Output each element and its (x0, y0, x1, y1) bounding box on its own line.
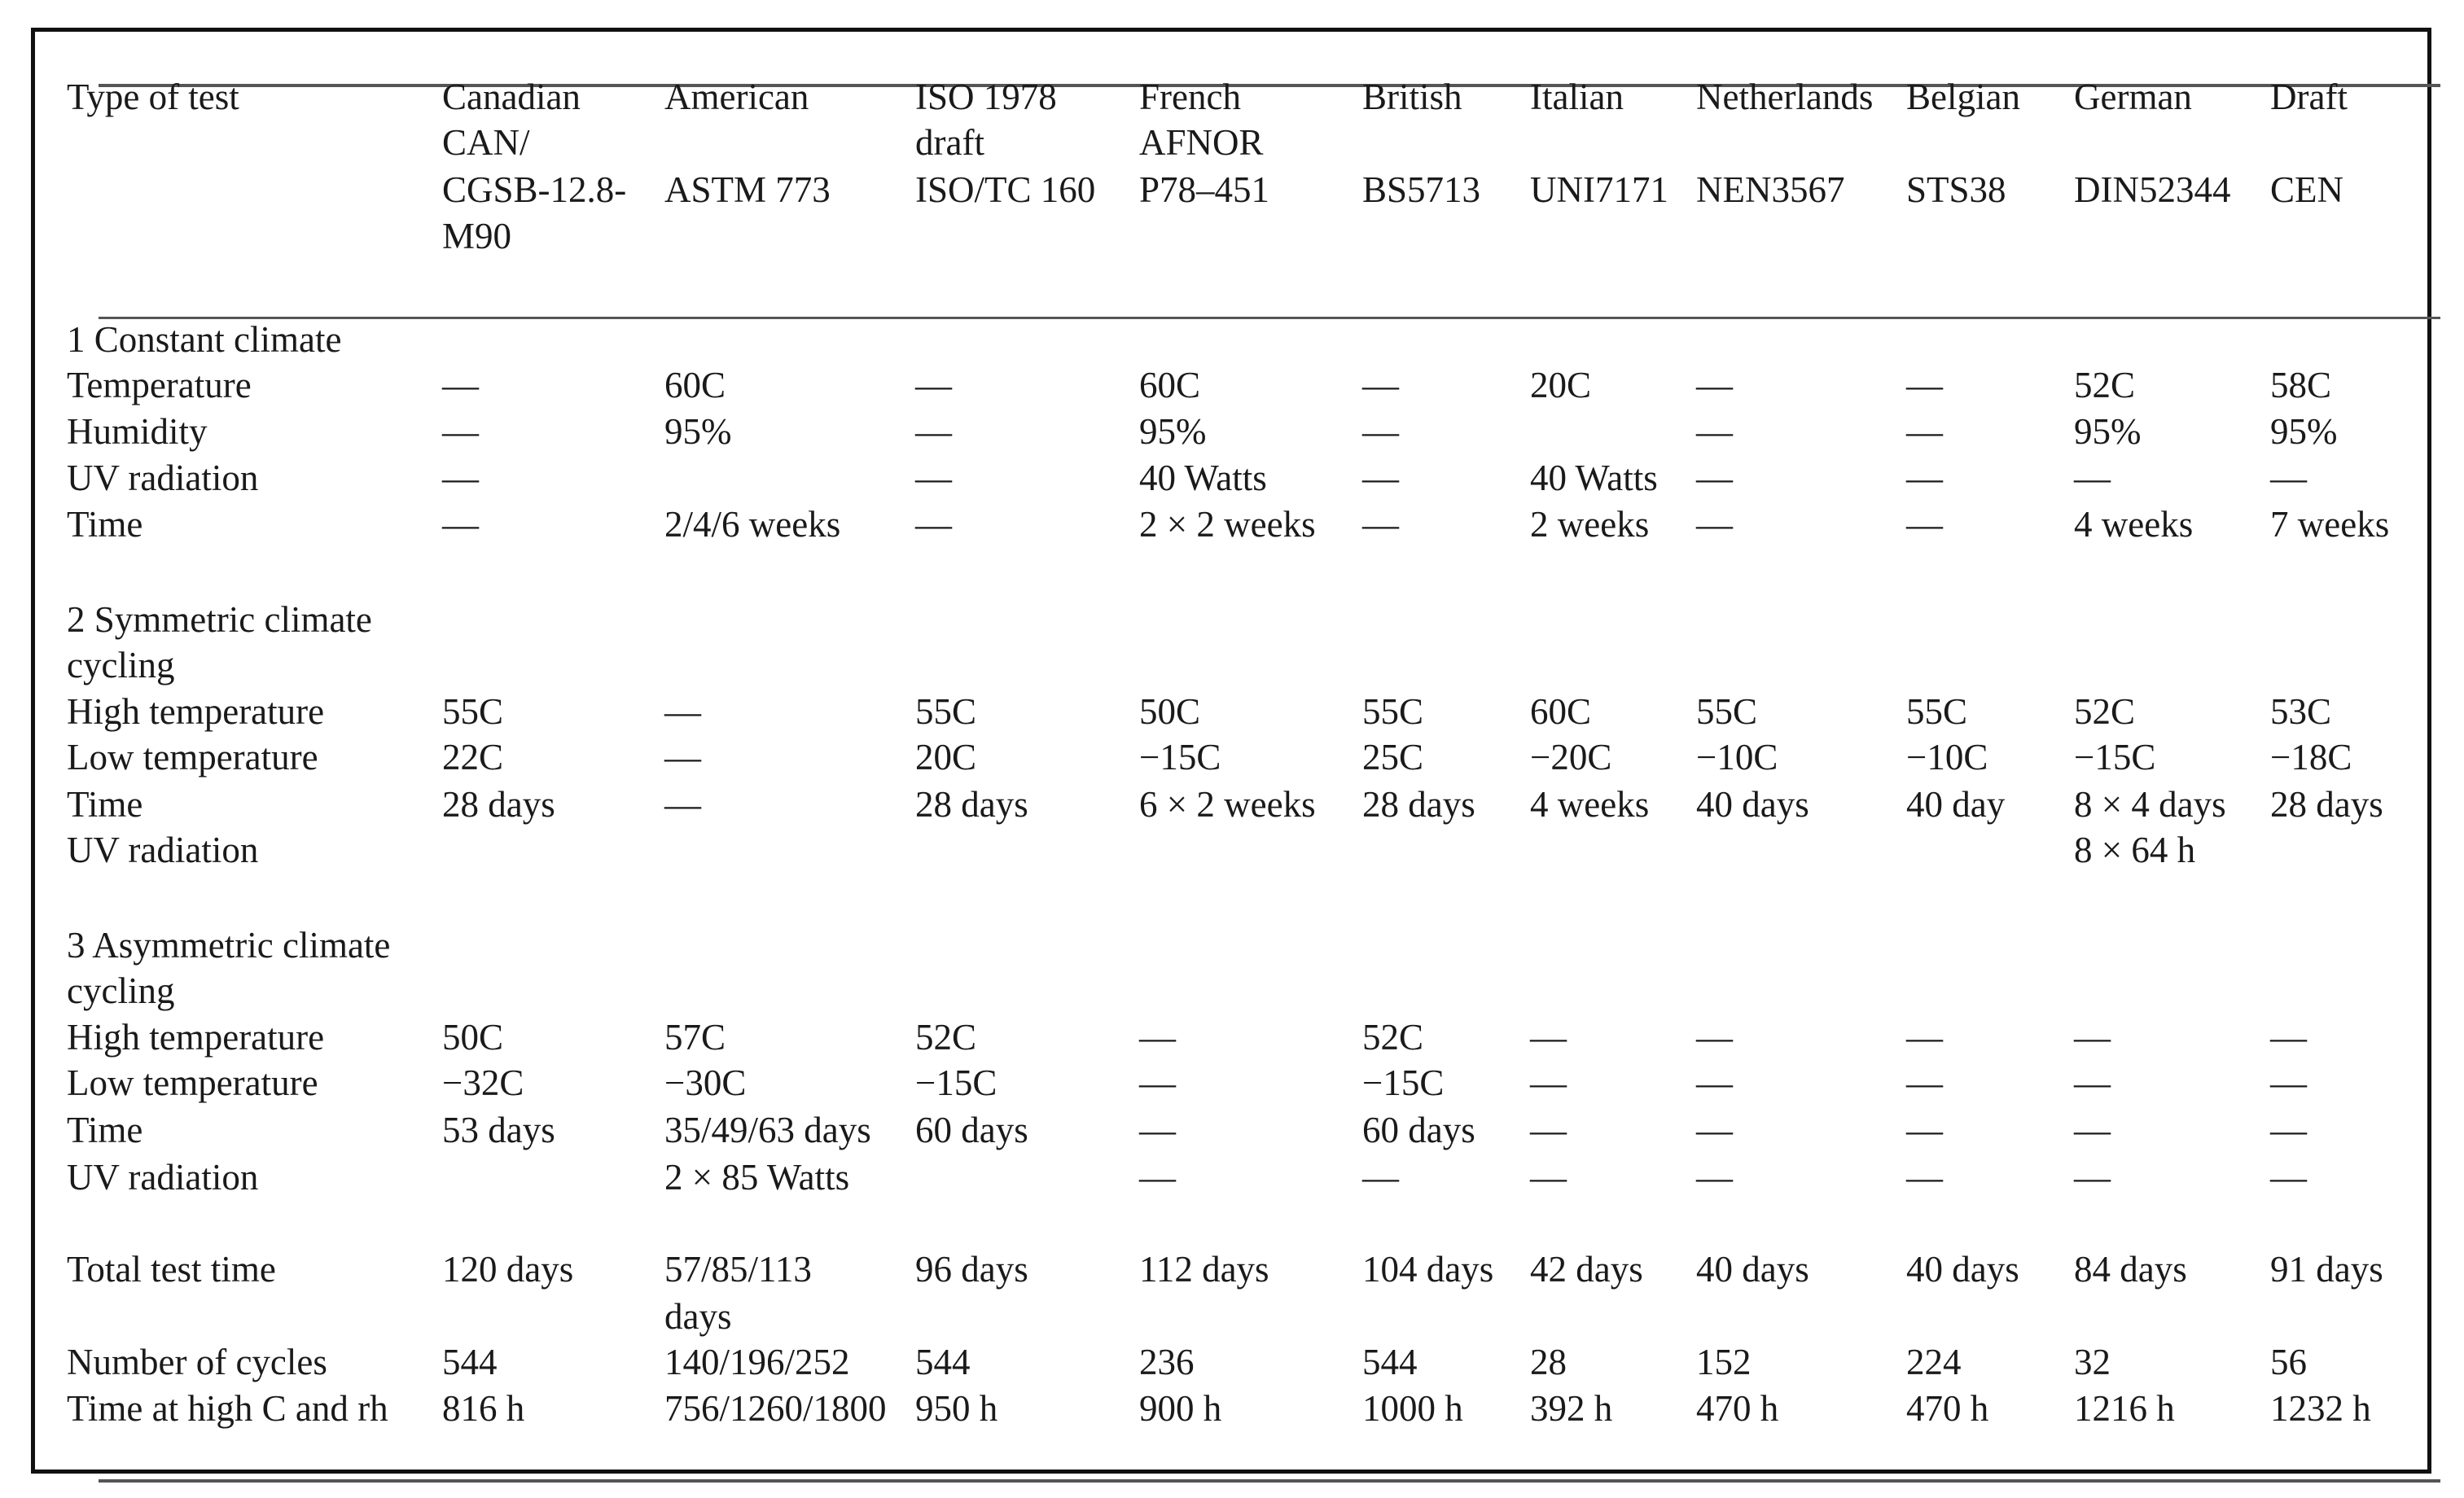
table-cell: 58C (2270, 365, 2332, 405)
row-label: High temperature (67, 691, 325, 732)
table-cell: 32 (2074, 1342, 2111, 1382)
table-cell: — (2270, 1017, 2307, 1058)
table-cell: — (1139, 1157, 1176, 1198)
column-header-line: STS38 (1906, 169, 2006, 210)
table-cell: −10C (1696, 737, 1778, 777)
table-cell: 28 days (2270, 784, 2383, 825)
table-cell: — (1139, 1062, 1176, 1103)
column-header-line: UNI7171 (1530, 169, 1668, 210)
table-cell: — (915, 504, 952, 545)
row-label: Humidity (67, 411, 208, 452)
table-cell: — (1696, 504, 1733, 545)
table-cell: — (915, 458, 952, 498)
table-cell: 40 days (1696, 1249, 1809, 1290)
row-label: Time at high C and rh (67, 1388, 388, 1429)
column-header-line: German (2074, 77, 2192, 117)
column-header-line: BS5713 (1362, 169, 1481, 210)
table-cell: 40 days (1906, 1249, 2019, 1290)
row-label: Low temperature (67, 737, 318, 777)
table-cell: — (1906, 1157, 1943, 1198)
table-cell: — (915, 411, 952, 452)
row-label: cycling (67, 645, 175, 685)
table-cell: 55C (1362, 691, 1424, 732)
table-cell: — (2074, 458, 2111, 498)
table-cell: — (1530, 1017, 1567, 1058)
table-cell: 95% (2270, 411, 2338, 452)
table-cell: — (2074, 1017, 2111, 1058)
table-cell: — (1362, 411, 1399, 452)
table-cell: 40 Watts (1139, 458, 1267, 498)
table-cell: 52C (2074, 365, 2136, 405)
table-cell: 35/49/63 days (664, 1110, 871, 1150)
table-cell: 52C (1362, 1017, 1424, 1058)
column-header-line: DIN52344 (2074, 169, 2231, 210)
table-cell: — (442, 365, 479, 405)
column-header-line: Draft (2270, 77, 2348, 117)
row-label: Time (67, 504, 143, 545)
table-cell: 392 h (1530, 1388, 1613, 1429)
bottom-rule (99, 1479, 2440, 1483)
table-cell: — (664, 737, 701, 777)
table-cell: −18C (2270, 737, 2352, 777)
table-cell: 40 day (1906, 784, 2006, 825)
table-cell: days (664, 1296, 732, 1337)
table-cell: 544 (1362, 1342, 1418, 1382)
table-cell: 120 days (442, 1249, 574, 1290)
header-rule (99, 317, 2440, 319)
table-cell: 60C (1139, 365, 1201, 405)
row-label: UV radiation (67, 1157, 259, 1198)
column-header-line: American (664, 77, 809, 117)
table-cell: — (2074, 1110, 2111, 1150)
column-header-line: AFNOR (1139, 122, 1264, 163)
table-cell: — (1362, 365, 1399, 405)
column-header-line: CEN (2270, 169, 2343, 210)
table-cell: 28 (1530, 1342, 1567, 1382)
table-cell: 236 (1139, 1342, 1195, 1382)
table-cell: — (2074, 1157, 2111, 1198)
table-cell: 2 weeks (1530, 504, 1650, 545)
row-label: Temperature (67, 365, 252, 405)
table-cell: 55C (1696, 691, 1758, 732)
table-cell: 96 days (915, 1249, 1028, 1290)
table-cell: 8 × 64 h (2074, 830, 2196, 870)
row-label: UV radiation (67, 830, 259, 870)
table-cell: 2 × 2 weeks (1139, 504, 1316, 545)
table-cell: 544 (442, 1342, 498, 1382)
table-cell: — (664, 691, 701, 732)
table-cell: 60 days (915, 1110, 1028, 1150)
table-cell: — (1696, 1157, 1733, 1198)
table-cell: 60C (664, 365, 726, 405)
table-cell: −15C (1362, 1062, 1445, 1103)
table-cell: 60C (1530, 691, 1592, 732)
table-cell: — (2270, 1157, 2307, 1198)
row-label: Total test time (67, 1249, 276, 1290)
column-header-line: draft (915, 122, 984, 163)
column-header-line: Canadian (442, 77, 581, 117)
column-header-line: Italian (1530, 77, 1624, 117)
row-label: 3 Asymmetric climate (67, 925, 391, 966)
table-cell: — (1696, 1017, 1733, 1058)
table-cell: 1216 h (2074, 1388, 2175, 1429)
table-cell: 28 days (1362, 784, 1475, 825)
table-cell: — (1906, 458, 1943, 498)
table-cell: 28 days (442, 784, 555, 825)
table-cell: 95% (1139, 411, 1207, 452)
table-cell: 55C (915, 691, 977, 732)
table-cell: 52C (2074, 691, 2136, 732)
table-cell: 60 days (1362, 1110, 1475, 1150)
table-cell: — (1696, 1110, 1733, 1150)
table-cell: −10C (1906, 737, 1988, 777)
table-cell: 52C (915, 1017, 977, 1058)
column-header-line: Belgian (1906, 77, 2020, 117)
table-cell: 900 h (1139, 1388, 1222, 1429)
table-cell: 20C (1530, 365, 1592, 405)
table-cell: 55C (1906, 691, 1968, 732)
table-cell: 4 weeks (1530, 784, 1650, 825)
column-header-line: ASTM 773 (664, 169, 831, 210)
table-cell: — (1696, 1062, 1733, 1103)
table-cell: 8 × 4 days (2074, 784, 2226, 825)
table-frame (31, 28, 2431, 1474)
table-cell: 816 h (442, 1388, 525, 1429)
table-cell: 28 days (915, 784, 1028, 825)
row-label: High temperature (67, 1017, 325, 1058)
table-cell: 57/85/113 (664, 1249, 812, 1290)
column-header-line: ISO 1978 (915, 77, 1057, 117)
table-cell: 2 × 85 Watts (664, 1157, 850, 1198)
table-cell: 56 (2270, 1342, 2307, 1382)
table-cell: 2/4/6 weeks (664, 504, 841, 545)
table-cell: 4 weeks (2074, 504, 2194, 545)
table-cell: 50C (1139, 691, 1201, 732)
table-cell: 1000 h (1362, 1388, 1463, 1429)
table-cell: −30C (664, 1062, 747, 1103)
table-cell: — (1906, 365, 1943, 405)
table-cell: −15C (915, 1062, 997, 1103)
table-cell: — (2270, 1110, 2307, 1150)
table-cell: 91 days (2270, 1249, 2383, 1290)
table-cell: — (1906, 411, 1943, 452)
table-cell: — (1362, 458, 1399, 498)
table-cell: — (442, 411, 479, 452)
column-header-line: CAN/ (442, 122, 530, 163)
table-cell: 95% (664, 411, 732, 452)
table-cell: 1232 h (2270, 1388, 2371, 1429)
table-cell: 7 weeks (2270, 504, 2390, 545)
table-cell: 55C (442, 691, 504, 732)
table-cell: — (1362, 504, 1399, 545)
table-cell: −20C (1530, 737, 1612, 777)
table-cell: −15C (1139, 737, 1221, 777)
table-cell: 40 Watts (1530, 458, 1658, 498)
column-header-line: M90 (442, 216, 512, 256)
table-cell: — (1530, 1110, 1567, 1150)
table-cell: 470 h (1906, 1388, 1989, 1429)
table-cell: — (664, 784, 701, 825)
table-cell: 20C (915, 737, 977, 777)
table-cell: 470 h (1696, 1388, 1779, 1429)
table-cell: 40 days (1696, 784, 1809, 825)
table-cell: — (1696, 458, 1733, 498)
table-cell: — (1530, 1157, 1567, 1198)
column-header-line: Netherlands (1696, 77, 1874, 117)
row-label: Time (67, 784, 143, 825)
table-cell: — (2270, 1062, 2307, 1103)
table-cell: — (1906, 1017, 1943, 1058)
table-cell: 53 days (442, 1110, 555, 1150)
table-cell: 57C (664, 1017, 726, 1058)
table-cell: — (442, 504, 479, 545)
table-cell: — (1906, 1062, 1943, 1103)
table-cell: −15C (2074, 737, 2156, 777)
table-cell: — (1696, 411, 1733, 452)
row-label: 2 Symmetric climate (67, 599, 372, 640)
column-header-line: ISO/TC 160 (915, 169, 1096, 210)
table-cell: — (2074, 1062, 2111, 1103)
row-label: cycling (67, 970, 175, 1011)
table-cell: — (915, 365, 952, 405)
row-label: Low temperature (67, 1062, 318, 1103)
table-cell: 84 days (2074, 1249, 2187, 1290)
table-cell: — (442, 458, 479, 498)
table-cell: — (1139, 1017, 1176, 1058)
table-cell: 50C (442, 1017, 504, 1058)
table-cell: 756/1260/1800 (664, 1388, 887, 1429)
row-label: 1 Constant climate (67, 319, 342, 360)
table-cell: 42 days (1530, 1249, 1643, 1290)
column-header-type-of-test: Type of test (67, 77, 239, 117)
table-cell: 544 (915, 1342, 971, 1382)
column-header-line: French (1139, 77, 1241, 117)
table-cell: — (1530, 1062, 1567, 1103)
row-label: Number of cycles (67, 1342, 327, 1382)
table-cell: — (1139, 1110, 1176, 1150)
table-cell: — (1906, 1110, 1943, 1150)
table-cell: 950 h (915, 1388, 998, 1429)
column-header-line: NEN3567 (1696, 169, 1845, 210)
table-cell: −32C (442, 1062, 524, 1103)
row-label: Time (67, 1110, 143, 1150)
table-cell: 95% (2074, 411, 2142, 452)
table-cell: — (2270, 458, 2307, 498)
column-header-line: British (1362, 77, 1462, 117)
table-cell: 22C (442, 737, 504, 777)
table-cell: — (1696, 365, 1733, 405)
table-cell: 6 × 2 weeks (1139, 784, 1316, 825)
table-cell: 152 (1696, 1342, 1752, 1382)
table-cell: 112 days (1139, 1249, 1269, 1290)
column-header-line: CGSB-12.8- (442, 169, 627, 210)
row-label: UV radiation (67, 458, 259, 498)
table-cell: — (1362, 1157, 1399, 1198)
table-cell: 104 days (1362, 1249, 1494, 1290)
table-cell: — (1906, 504, 1943, 545)
table-cell: 224 (1906, 1342, 1962, 1382)
table-cell: 53C (2270, 691, 2332, 732)
table-cell: 140/196/252 (664, 1342, 850, 1382)
column-header-line: P78–451 (1139, 169, 1270, 210)
table-cell: 25C (1362, 737, 1424, 777)
